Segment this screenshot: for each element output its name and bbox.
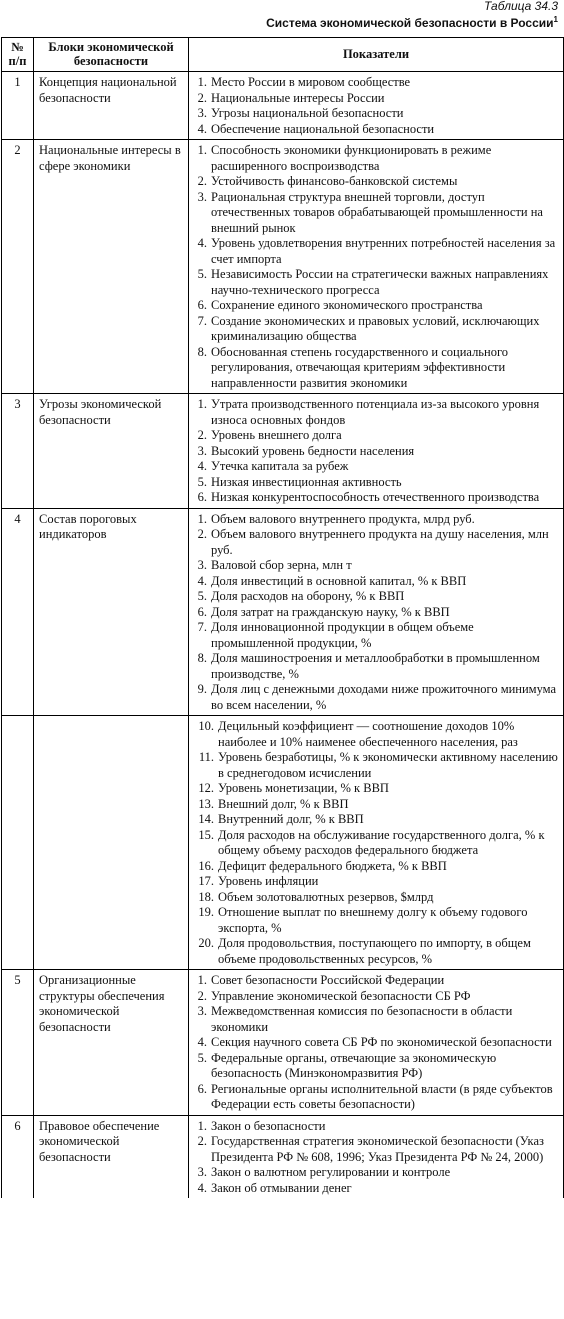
indicator-text: Доля расходов на обслуживание государственного долга, % к общему объему расходов федерального бюджета bbox=[218, 827, 545, 857]
indicator-list bbox=[193, 1119, 559, 1197]
indicators-cell bbox=[189, 716, 564, 970]
table-row bbox=[2, 970, 564, 1116]
indicator-item bbox=[193, 605, 559, 621]
indicator-text: Утечка капитала за рубеж bbox=[211, 459, 349, 473]
indicator-number: 4. bbox=[197, 121, 207, 136]
indicator-text: Сохранение единого экономического пространства bbox=[211, 298, 483, 312]
indicator-number: 2. bbox=[197, 1134, 207, 1148]
indicator-number: 5. bbox=[197, 589, 207, 603]
indicator-item bbox=[193, 298, 559, 314]
indicator-item bbox=[193, 905, 559, 936]
indicator-number: 8. bbox=[197, 651, 207, 665]
indicator-item bbox=[193, 1004, 559, 1035]
indicator-text: Секция научного совета СБ РФ по экономической безопасности bbox=[211, 1035, 552, 1049]
table-row bbox=[2, 72, 564, 140]
indicator-number: 7. bbox=[197, 620, 207, 634]
indicator-text: Уровень удовлетворения внутренних потребностей населения за счет импорта bbox=[211, 236, 556, 266]
indicator-number: 9. bbox=[197, 682, 207, 696]
indicator-number: 4. bbox=[197, 1035, 207, 1049]
indicator-number: 4. bbox=[197, 459, 207, 473]
indicator-number: 1. bbox=[197, 143, 207, 157]
row-number bbox=[2, 716, 34, 970]
indicator-text: Внутренний долг, % к ВВП bbox=[218, 812, 364, 826]
indicator-item bbox=[193, 143, 559, 174]
indicator-item bbox=[193, 475, 559, 491]
indicator-number: 10. bbox=[198, 719, 214, 733]
indicator-number: 4. bbox=[197, 236, 207, 250]
row-number: 6 bbox=[2, 1115, 34, 1198]
indicator-text: Создание экономических и правовых условий, исключающих криминализацию общества bbox=[211, 313, 540, 343]
indicator-text: Федеральные органы, отвечающие за экономическую безопасность (Минэкономразвития РФ) bbox=[211, 1050, 497, 1080]
indicator-text: Децильный коэффициент — соотношение доходов 10% наиболее и 10% наименее обеспеченного населения, раз bbox=[218, 719, 518, 749]
indicator-item bbox=[193, 190, 559, 237]
indicator-item bbox=[193, 936, 559, 967]
indicator-item bbox=[193, 828, 559, 859]
indicator-text: Внешний долг, % к ВВП bbox=[218, 796, 349, 811]
block-name bbox=[34, 716, 189, 970]
indicator-text: Доля лиц с денежными доходами ниже прожиточного минимума во всем населении, % bbox=[211, 682, 557, 712]
indicator-number: 2. bbox=[197, 527, 207, 541]
indicator-number: 1. bbox=[197, 397, 207, 411]
indicator-text: Доля машиностроения и металлообработки в промышленном производстве, % bbox=[211, 651, 540, 681]
block-name: Угрозы экономической безопасности bbox=[34, 394, 189, 509]
table-title bbox=[266, 13, 558, 30]
indicator-item bbox=[193, 1035, 559, 1051]
indicator-number: 2. bbox=[197, 90, 207, 105]
indicator-number: 1. bbox=[197, 75, 207, 89]
table-title-text: Система экономической безопасности в России bbox=[266, 16, 554, 30]
indicator-text: Способность экономики функционировать в режиме расширенного воспроизводства bbox=[211, 143, 492, 173]
indicator-item bbox=[193, 574, 559, 590]
indicator-item bbox=[193, 973, 559, 989]
indicators-cell bbox=[189, 1115, 564, 1198]
indicator-text: Объем золотовалютных резервов, $млрд bbox=[218, 889, 434, 904]
table-row bbox=[2, 394, 564, 509]
indicators-cell bbox=[189, 140, 564, 394]
block-name: Правовое обеспечение экономической безопасности bbox=[34, 1115, 189, 1198]
indicator-text: Угрозы национальной безопасности bbox=[211, 106, 404, 120]
indicator-text: Объем валового внутреннего продукта на душу населения, млн руб. bbox=[211, 527, 549, 557]
indicator-number: 18. bbox=[198, 889, 214, 904]
indicator-text: Независимость России на стратегически важных направлениях научно-технического прогресса bbox=[211, 267, 549, 297]
indicator-number: 1. bbox=[197, 1118, 207, 1133]
indicator-text: Национальные интересы России bbox=[211, 90, 385, 105]
row-number: 3 bbox=[2, 394, 34, 509]
indicator-item bbox=[193, 781, 559, 797]
row-number: 2 bbox=[2, 140, 34, 394]
header-num: № п/п bbox=[2, 38, 34, 72]
indicator-number: 19. bbox=[198, 905, 214, 919]
indicator-text: Объем валового внутреннего продукта, млрд руб. bbox=[211, 511, 475, 526]
indicator-number: 1. bbox=[197, 511, 207, 526]
indicator-text: Утрата производственного потенциала из-за высокого уровня износа основных фондов bbox=[211, 397, 540, 427]
indicator-number: 3. bbox=[197, 1004, 207, 1018]
table-header bbox=[266, 0, 558, 30]
indicator-item bbox=[193, 91, 559, 107]
table-row bbox=[2, 716, 564, 970]
indicator-item bbox=[193, 1119, 559, 1135]
indicator-item bbox=[193, 719, 559, 750]
header-row bbox=[2, 38, 564, 72]
table-row bbox=[2, 508, 564, 716]
indicator-item bbox=[193, 75, 559, 91]
indicator-number: 3. bbox=[197, 558, 207, 572]
indicator-text: Валовой сбор зерна, млн т bbox=[211, 558, 352, 572]
indicator-item bbox=[193, 812, 559, 828]
indicator-text: Обеспечение национальной безопасности bbox=[211, 121, 435, 136]
indicator-number: 6. bbox=[197, 604, 207, 619]
indicator-text: Доля затрат на гражданскую науку, % к ВВП bbox=[211, 604, 450, 619]
header-indicators: Показатели bbox=[189, 38, 564, 72]
indicator-item bbox=[193, 314, 559, 345]
row-number: 4 bbox=[2, 508, 34, 716]
indicator-number: 3. bbox=[197, 106, 207, 120]
indicator-text: Доля расходов на оборону, % к ВВП bbox=[211, 589, 405, 603]
indicator-number: 12. bbox=[198, 781, 214, 795]
indicator-text: Место России в мировом сообществе bbox=[211, 75, 411, 89]
indicator-text: Доля инвестиций в основной капитал, % к ВВП bbox=[211, 573, 467, 588]
indicator-text: Уровень безработицы, % к экономически активному населению в среднегодовом исчислении bbox=[218, 750, 558, 780]
indicator-text: Уровень внешнего долга bbox=[211, 428, 342, 442]
indicator-item bbox=[193, 874, 559, 890]
indicator-number: 17. bbox=[198, 874, 214, 888]
indicator-item bbox=[193, 651, 559, 682]
indicator-number: 3. bbox=[197, 443, 207, 458]
indicator-number: 6. bbox=[197, 1081, 207, 1096]
indicator-number: 2. bbox=[197, 988, 207, 1003]
indicator-number: 3. bbox=[197, 189, 207, 204]
indicator-text: Уровень монетизации, % к ВВП bbox=[218, 781, 389, 795]
indicator-item bbox=[193, 490, 559, 506]
indicator-item bbox=[193, 397, 559, 428]
indicator-number: 3. bbox=[197, 1165, 207, 1179]
indicator-number: 5. bbox=[197, 1050, 207, 1065]
indicator-item bbox=[193, 512, 559, 528]
table-number: Таблица 34.3 bbox=[483, 0, 558, 13]
indicator-item bbox=[193, 989, 559, 1005]
indicator-number: 14. bbox=[198, 812, 214, 826]
indicator-item bbox=[193, 1165, 559, 1181]
indicator-list bbox=[193, 397, 559, 506]
indicator-text: Дефицит федерального бюджета, % к ВВП bbox=[218, 858, 447, 873]
footnote-marker: 1 bbox=[553, 15, 558, 24]
indicator-number: 16. bbox=[198, 858, 214, 873]
indicator-text: Совет безопасности Российской Федерации bbox=[211, 973, 445, 987]
indicator-number: 6. bbox=[197, 298, 207, 312]
block-name: Национальные интересы в сфере экономики bbox=[34, 140, 189, 394]
indicator-number: 8. bbox=[197, 344, 207, 359]
indicator-item bbox=[193, 620, 559, 651]
indicator-text: Устойчивость финансово-банковской системы bbox=[211, 174, 458, 188]
indicator-text: Закон о валютном регулировании и контроле bbox=[211, 1165, 451, 1179]
block-name: Состав пороговых индикаторов bbox=[34, 508, 189, 716]
indicator-number: 15. bbox=[198, 827, 214, 842]
indicator-item bbox=[193, 174, 559, 190]
indicator-number: 5. bbox=[197, 267, 207, 281]
indicator-item bbox=[193, 558, 559, 574]
indicator-item bbox=[193, 682, 559, 713]
indicators-cell bbox=[189, 970, 564, 1116]
indicator-number: 4. bbox=[197, 1180, 207, 1195]
indicator-text: Высокий уровень бедности населения bbox=[211, 443, 415, 458]
indicator-text: Отношение выплат по внешнему долгу к объему годового экспорта, % bbox=[218, 905, 528, 935]
table-row bbox=[2, 140, 564, 394]
indicator-number: 2. bbox=[197, 428, 207, 442]
table-row bbox=[2, 1115, 564, 1198]
indicator-text: Закон об отмывании денег bbox=[211, 1180, 352, 1195]
indicator-text: Уровень инфляции bbox=[218, 874, 319, 888]
indicator-text: Доля инновационной продукции в общем объеме промышленной продукции, % bbox=[211, 620, 474, 650]
indicator-item bbox=[193, 1082, 559, 1113]
indicator-list bbox=[193, 143, 559, 391]
indicator-item bbox=[193, 1181, 559, 1197]
indicator-number: 20. bbox=[198, 936, 214, 950]
indicator-item bbox=[193, 1051, 559, 1082]
indicator-item bbox=[193, 122, 559, 138]
indicator-number: 7. bbox=[197, 313, 207, 328]
indicator-number: 1. bbox=[197, 973, 207, 987]
indicator-number: 6. bbox=[197, 490, 207, 504]
indicator-item bbox=[193, 444, 559, 460]
indicator-item bbox=[193, 750, 559, 781]
indicator-item bbox=[193, 236, 559, 267]
indicator-item bbox=[193, 459, 559, 475]
indicator-number: 11. bbox=[198, 750, 214, 764]
row-number: 1 bbox=[2, 72, 34, 140]
indicator-text: Межведомственная комиссия по безопасности в области экономики bbox=[211, 1004, 513, 1034]
indicator-item bbox=[193, 345, 559, 392]
indicator-item bbox=[193, 267, 559, 298]
row-number: 5 bbox=[2, 970, 34, 1116]
indicator-text: Обоснованная степень государственного и социального регулирования, отвечающая критериям эффективности направленности развития экономики bbox=[211, 344, 509, 390]
indicator-text: Региональные органы исполнительной власти (в ряде субъектов Федерации есть советы безопасности) bbox=[211, 1081, 553, 1111]
indicator-item bbox=[193, 527, 559, 558]
indicator-item bbox=[193, 428, 559, 444]
indicator-list bbox=[193, 512, 559, 714]
indicator-text: Рациональная структура внешней торговли, доступ отечественных товаров обрабатывающей промышленности на внешний рынок bbox=[211, 189, 543, 235]
indicator-item bbox=[193, 589, 559, 605]
indicator-text: Низкая конкурентоспособность отечественного производства bbox=[211, 490, 540, 504]
indicator-number: 5. bbox=[197, 474, 207, 489]
indicators-cell bbox=[189, 72, 564, 140]
indicators-cell bbox=[189, 508, 564, 716]
indicator-text: Закон о безопасности bbox=[211, 1118, 326, 1133]
indicator-item bbox=[193, 859, 559, 875]
indicator-item bbox=[193, 1134, 559, 1165]
indicator-text: Управление экономической безопасности СБ РФ bbox=[211, 988, 471, 1003]
block-name: Организационные структуры обеспечения экономической безопасности bbox=[34, 970, 189, 1116]
table-body bbox=[2, 72, 564, 1199]
indicator-list bbox=[193, 75, 559, 137]
indicator-item bbox=[193, 890, 559, 906]
indicator-list bbox=[193, 719, 559, 967]
indicator-number: 4. bbox=[197, 573, 207, 588]
indicator-text: Низкая инвестиционная активность bbox=[211, 474, 402, 489]
indicator-item bbox=[193, 106, 559, 122]
indicator-number: 13. bbox=[198, 796, 214, 811]
security-table bbox=[1, 37, 564, 1198]
header-block: Блоки экономической безопасности bbox=[34, 38, 189, 72]
indicator-number: 2. bbox=[197, 174, 207, 188]
indicator-text: Доля продовольствия, поступающего по импорту, в общем объеме продовольственных ресурсов, % bbox=[218, 936, 531, 966]
indicator-item bbox=[193, 797, 559, 813]
indicator-list bbox=[193, 973, 559, 1113]
indicators-cell bbox=[189, 394, 564, 509]
indicator-text: Государственная стратегия экономической безопасности (Указ Президента РФ № 608, 1996; Указ Президента РФ № 24, 2000) bbox=[211, 1134, 544, 1164]
block-name: Концепция национальной безопасности bbox=[34, 72, 189, 140]
